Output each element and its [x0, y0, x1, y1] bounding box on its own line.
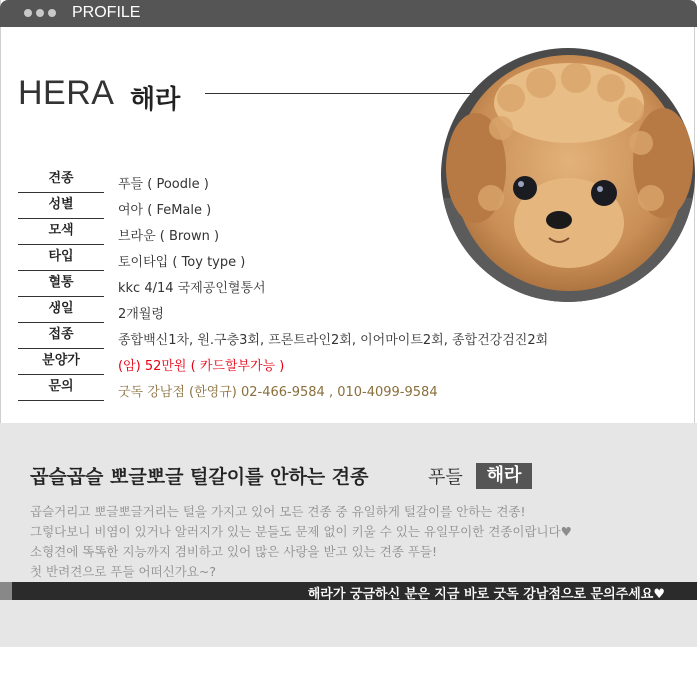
profile-header: [0, 0, 697, 27]
description-name-badge: 해라: [476, 463, 532, 489]
info-label: 타입: [18, 248, 104, 271]
info-value: 종합백신1차, 원.구충3회, 프론트라인2회, 이어마이트2회, 종합건강검진2회: [118, 333, 549, 348]
info-label: 분양가: [18, 352, 104, 375]
info-label: 접종: [18, 326, 104, 349]
description-headline: 곱슬곱슬 뽀글뽀글 털갈이를 안하는 견종: [30, 466, 369, 488]
info-label: 성별: [18, 196, 104, 219]
description-line-1: 곱슬거리고 뽀글뽀글거리는 털을 가지고 있어 모든 견종 중 유일하게 털갈이를 안하는 견종!: [30, 504, 526, 519]
info-label: 견종: [18, 170, 104, 193]
banner-text: 해라가 궁금하신 분은 지금 바로 굿독 강남점으로 문의주세요♥: [307, 587, 665, 602]
info-label: 혈통: [18, 274, 104, 297]
description-line-3: 소형견에 똑똑한 지능까지 겸비하고 있어 많은 사랑을 받고 있는 견종 푸들!: [30, 544, 437, 559]
contact-banner: [0, 582, 697, 600]
info-value: kkc 4/14 국제공인혈통서: [118, 281, 266, 296]
dog-name-english: HERA: [18, 74, 115, 112]
info-value: 푸들 ( Poodle ): [118, 177, 209, 192]
description-line-2: 그렇다보니 비염이 있거나 알러지가 있는 분들도 문제 없이 키울 수 있는 유일무이한 견종이랍니다♥: [30, 524, 572, 539]
info-label: 모색: [18, 222, 104, 245]
info-value: 토이타입 ( Toy type ): [118, 255, 246, 270]
info-value: 여아 ( FeMale ): [118, 203, 212, 218]
dog-name-korean: 해라: [130, 85, 181, 115]
three-dots-icon: [24, 9, 56, 17]
dog-photo: [441, 48, 695, 302]
title-divider: [205, 93, 475, 94]
description-breed: 푸들: [428, 467, 463, 488]
banner-accent: [0, 582, 12, 600]
description-line-4: 첫 반려견으로 푸들 어떠신가요~?: [30, 564, 217, 579]
info-value: (암) 52만원 ( 카드할부가능 ): [118, 359, 285, 374]
info-label: 생일: [18, 300, 104, 323]
info-value: 브라운 ( Brown ): [118, 229, 220, 244]
header-title: PROFILE: [72, 4, 141, 21]
info-label: 문의: [18, 378, 104, 401]
info-value: 굿독 강남점 (한영규) 02-466-9584 , 010-4099-9584: [118, 385, 438, 400]
info-value: 2개월령: [118, 307, 164, 322]
